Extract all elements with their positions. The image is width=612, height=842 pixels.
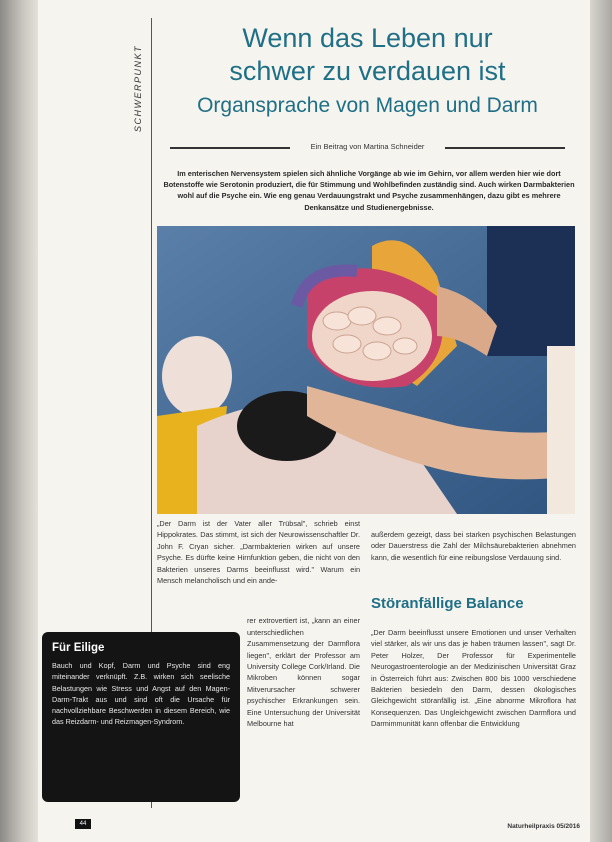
column-1-paragraph-2: rer extrovertiert ist, „kann an einer unterschiedlichen Zusammensetzung der Darmflora liegen", erklärt der Professor am University College Cork/Irland. Die Mikroben können sogar Mitverursacher schwerer psychischer Erkrankungen sein. Eine Untersuchung der Universität Melbourne hat — [247, 616, 360, 728]
section-kicker: SCHWERPUNKT — [133, 44, 143, 132]
column-2-top — [371, 529, 576, 563]
column-1-paragraph-1: „Der Darm ist der Vater aller Trübsal", schrieb einst Hippokrates. Das stimmt, ist sich der Neurowissenschaftler Dr. John F. Cryan sicher. „Darmbakterien wirken auf unsere Psyche. Es dürfte keine Hirnfunktion geben, die nicht von den Bakterien unseres Darms beeinflusst wird." Warum ein Mensch melancholisch und ein ande- — [157, 519, 360, 586]
column-1-bottom — [247, 608, 360, 737]
column-2-bottom — [371, 627, 576, 730]
byline: Ein Beitrag von Martina Schneider — [310, 142, 425, 151]
scan-shadow-right — [590, 0, 612, 842]
section-heading: Störanfällige Balance — [371, 595, 524, 612]
byline-rule-left — [170, 147, 290, 149]
column-1-top — [157, 518, 360, 586]
footer-publication: Naturheilpraxis 05/2016 — [507, 823, 580, 830]
byline-rule-right — [445, 147, 565, 149]
title-line-1: Wenn das Leben nur — [242, 23, 493, 53]
summary-box-text: Bauch und Kopf, Darm und Psyche sind eng miteinander verknüpft. Z.B. wirken sich seelische Belastungen wie Stress und Angst auf den Magen-Darm-Trakt aus und sind oft die Ursache für nachvollziehbare Beschwerden in diesem Bereich, wie das Reizdarm- und Reizmagen-Syndrom. — [52, 661, 230, 727]
byline-row — [170, 141, 565, 155]
column-2-paragraph-1: außerdem gezeigt, dass bei starken psychischen Belastungen oder Dauerstress die Zahl der Milchsäurebakterien abnehmen kann, die wesentlich für eine reibungslose Verdauung sind. — [371, 530, 576, 562]
article-title — [170, 22, 565, 88]
scan-shadow-left — [0, 0, 38, 842]
column-2-paragraph-2: „Der Darm beeinflusst unsere Emotionen und unser Verhalten viel stärker, als wir uns das je haben träumen lassen", sagt Dr. Peter Holzer, Der Professor für Experimentelle Neurogastroenterologie an der Medizinischen Universität Graz in Österreich führt aus: Zwischen 800 bis 1000 verschiedene Bakterien besiedeln den Darm, dessen ökologisches Gleichgewicht störanfällig ist. „Eine abnorme Mikroflora hat Konsequenzen. Das Ungleichgewicht zwischen Darmflora und Darmimmunität kann offenbar die Entwicklung — [371, 628, 576, 729]
lead-paragraph: Im enterischen Nervensystem spielen sich ähnliche Vorgänge ab wie im Gehirn, vor allem werden hier wie dort Botenstoffe wie Serotonin produziert, die für Stimmung und Wohlbefinden zuständig sind. Auch wirken Darmbakterien wohl auf die Psyche ein. Wie eng genau Verdauungstrakt und Psyche zusammenhängen, dazu gibt es mehrere Denkansätze und Studienergebnisse. — [163, 169, 575, 212]
article-photo — [157, 226, 575, 514]
summary-box — [42, 632, 240, 802]
anatomical-model-photo — [157, 226, 575, 514]
title-line-2: schwer zu verdauen ist — [229, 56, 506, 86]
article-subtitle: Organsprache von Magen und Darm — [197, 94, 538, 117]
page-number: 44 — [75, 819, 91, 829]
summary-box-title: Für Eilige — [52, 642, 105, 654]
